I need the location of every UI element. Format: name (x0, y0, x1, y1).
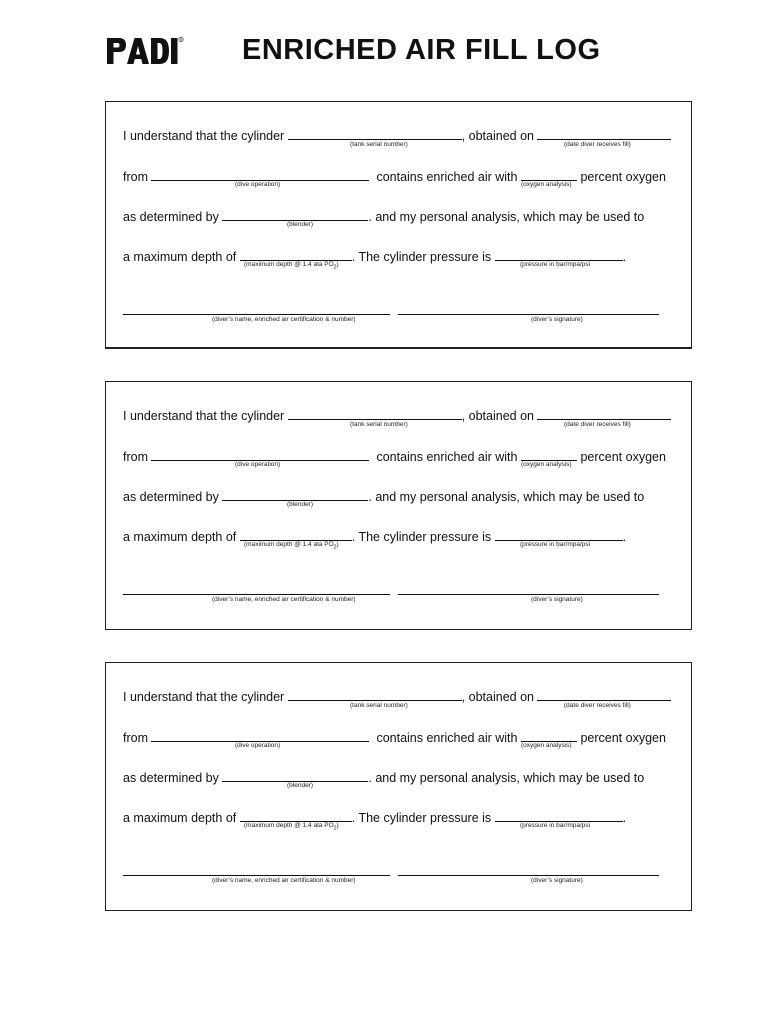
dive-operation-field[interactable] (151, 729, 369, 742)
caption-pressure: (pressure in bar/mpa/psi (520, 541, 591, 548)
svg-text:R: R (180, 37, 183, 42)
padi-logo-mark (106, 36, 184, 66)
caption-pressure: (pressure in bar/mpa/psi (520, 261, 591, 268)
caption-dive-operation: (dive operation) (235, 181, 281, 188)
caption-date-fill: (date diver receives fill) (564, 141, 631, 148)
oxygen-analysis-field[interactable] (521, 448, 577, 461)
caption-max-depth: (maximum depth @ 1.4 ata $PO_2$) (244, 541, 339, 551)
fill-date-field[interactable] (537, 407, 671, 420)
cylinder-pressure-field[interactable] (495, 528, 623, 541)
diver-name-field[interactable] (123, 314, 390, 315)
caption-max-depth: (maximum depth @ 1.4 ata $PO_2$) (244, 261, 339, 271)
oxygen-analysis-field[interactable] (521, 729, 577, 742)
diver-signature-field[interactable] (398, 314, 659, 315)
caption-diver-signature: (diver’s signature) (531, 877, 583, 884)
diver-name-field[interactable] (123, 594, 390, 595)
caption-dive-operation: (dive operation) (235, 742, 281, 749)
tank-serial-field[interactable] (288, 127, 462, 140)
oxygen-analysis-field[interactable] (521, 168, 577, 181)
diver-name-field[interactable] (123, 875, 390, 876)
cylinder-pressure-field[interactable] (495, 809, 623, 822)
max-depth-field[interactable] (240, 528, 352, 541)
fill-log-entry-1: I understand that the cylinder , obtained on (tank serial number) (date diver receives fill) from contains enriched air with percent oxygen (dive operation) (oxygen analysis) as determined by . and my personal analysis, which may be used to (blender) a maximum depth of . The cylinder pressure is . (maximum depth @ 1.4 ata $PO_2$) (pressure in bar/mpa/psi (diver’s name, enriched air certification & number) (diver’s signature) (105, 101, 692, 349)
caption-blender: (blender) (287, 501, 314, 508)
diver-signature-field[interactable] (398, 594, 659, 595)
max-depth-field[interactable] (240, 248, 352, 261)
caption-diver-name: (diver’s name, enriched air certification & number) (212, 596, 356, 603)
dive-operation-field[interactable] (151, 168, 369, 181)
caption-blender: (blender) (287, 221, 314, 228)
caption-diver-signature: (diver’s signature) (531, 316, 583, 323)
caption-tank-serial: (tank serial number) (350, 141, 408, 148)
tank-serial-field[interactable] (288, 688, 462, 701)
caption-diver-name: (diver’s name, enriched air certification & number) (212, 316, 356, 323)
caption-oxygen-analysis: (oxygen analysis) (521, 742, 572, 749)
caption-date-fill: (date diver receives fill) (564, 421, 631, 428)
caption-date-fill: (date diver receives fill) (564, 702, 631, 709)
fill-log-entry-2: I understand that the cylinder , obtained on (tank serial number) (date diver receives fill) from contains enriched air with percent oxygen (dive operation) (oxygen analysis) as determined by . and my personal analysis, which may be used to (blender) a maximum depth of . The cylinder pressure is . (maximum depth @ 1.4 ata $PO_2$) (pressure in bar/mpa/psi (diver’s name, enriched air certification & number) (diver’s signature) (105, 381, 692, 630)
caption-max-depth: (maximum depth @ 1.4 ata $PO_2$) (244, 822, 339, 832)
dive-operation-field[interactable] (151, 448, 369, 461)
blender-field[interactable] (222, 208, 368, 221)
caption-diver-name: (diver’s name, enriched air certification & number) (212, 877, 356, 884)
caption-tank-serial: (tank serial number) (350, 702, 408, 709)
blender-field[interactable] (222, 769, 368, 782)
blender-field[interactable] (222, 488, 368, 501)
max-depth-field[interactable] (240, 809, 352, 822)
cylinder-pressure-field[interactable] (495, 248, 623, 261)
fill-date-field[interactable] (537, 127, 671, 140)
diver-signature-field[interactable] (398, 875, 659, 876)
tank-serial-field[interactable] (288, 407, 462, 420)
caption-diver-signature: (diver’s signature) (531, 596, 583, 603)
caption-oxygen-analysis: (oxygen analysis) (521, 181, 572, 188)
caption-oxygen-analysis: (oxygen analysis) (521, 461, 572, 468)
page-title: ENRICHED AIR FILL LOG (242, 34, 601, 66)
caption-blender: (blender) (287, 782, 314, 789)
fill-log-entry-3: I understand that the cylinder , obtained on (tank serial number) (date diver receives fill) from contains enriched air with percent oxygen (dive operation) (oxygen analysis) as determined by . and my personal analysis, which may be used to (blender) a maximum depth of . The cylinder pressure is . (maximum depth @ 1.4 ata $PO_2$) (pressure in bar/mpa/psi (diver’s name, enriched air certification & number) (diver’s signature) (105, 662, 692, 911)
caption-pressure: (pressure in bar/mpa/psi (520, 822, 591, 829)
caption-dive-operation: (dive operation) (235, 461, 281, 468)
fill-date-field[interactable] (537, 688, 671, 701)
caption-tank-serial: (tank serial number) (350, 421, 408, 428)
padi-logo (106, 36, 184, 68)
